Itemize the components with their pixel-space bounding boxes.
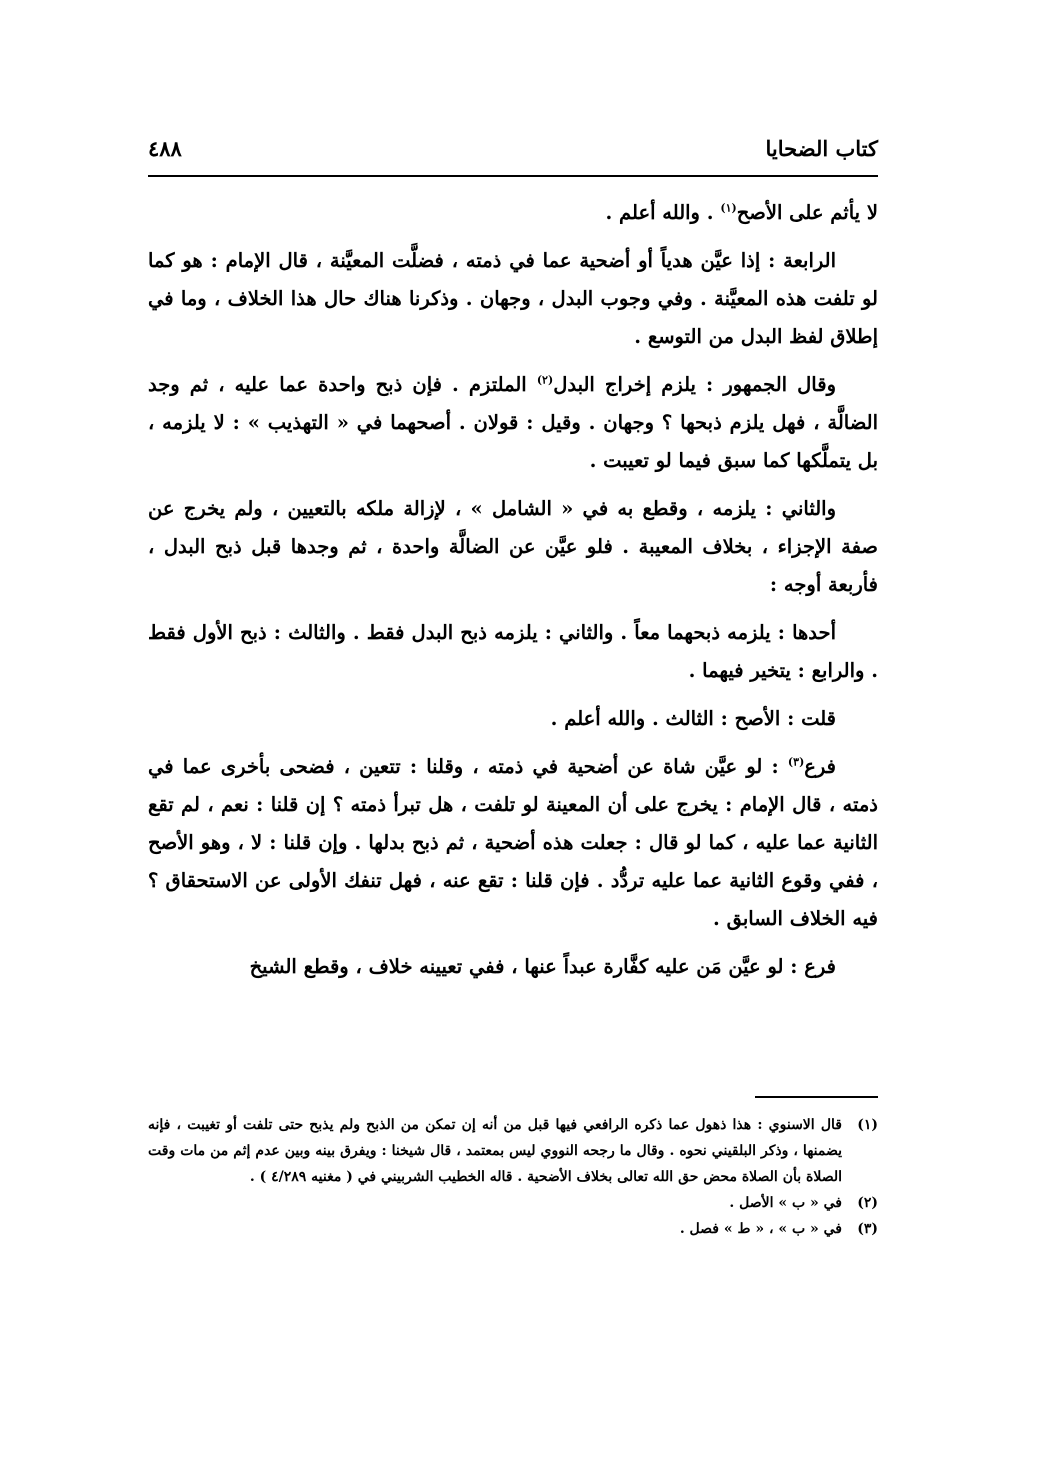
footnote-ref[interactable]: (٢) <box>536 373 554 387</box>
footnote-ref[interactable]: (٣) <box>787 755 805 769</box>
header-divider <box>148 175 878 177</box>
paragraph: وقال الجمهور : يلزم إخراج البدل$^{(٢)}$ الملتزم . فإن ذبح واحدة عما عليه ، ثم وجد الضالَّة ، فهل يلزم ذبحها ؟ وجهان . وقيل : قولان . أصحهما في « التهذيب » : لا يلزمه ، بل يتملَّكها كما سبق فيما لو تعيبت . <box>148 373 878 472</box>
footnotes <box>148 1112 878 1242</box>
page-number: ٤٨٨ <box>148 136 182 161</box>
footnote-number: (٣) <box>857 1221 878 1237</box>
paragraph: والثاني : يلزمه ، وقطع به في « الشامل » ، لإزالة ملكه بالتعيين ، ولم يخرج عن صفة الإجزاء ، بخلاف المعيبة . فلو عيَّن عن الضالَّة واحدة ، ثم وجدها قبل ذبح البدل ، فأربعة أوجه : <box>148 497 878 596</box>
footnote <box>148 1112 878 1190</box>
paragraph: أحدها : يلزمه ذبحهما معاً . والثاني : يلزمه ذبح البدل فقط . والثالث : ذبح الأول فقط . والرابع : يتخير فيهما . <box>148 621 878 682</box>
paragraph: الرابعة : إذا عيَّن هدياً أو أضحية عما في ذمته ، فضلَّت المعيَّنة ، قال الإمام : هو كما لو تلفت هذه المعيَّنة . وفي وجوب البدل ، وجهان . وذكرنا هناك حال هذا الخلاف ، وما في إطلاق لفظ البدل من التوسع . <box>148 249 878 348</box>
main-text <box>148 194 878 996</box>
footnote-text: في « ب » ، « ط » فصل . <box>679 1221 842 1237</box>
footnote-number: (٢) <box>857 1195 878 1211</box>
footnote-text: في « ب » الأصل . <box>729 1195 842 1211</box>
footnote-ref[interactable]: (١) <box>720 201 737 215</box>
footnote <box>148 1216 878 1242</box>
footnote-divider <box>755 1096 878 1098</box>
page-header <box>148 136 878 174</box>
paragraph: فرع : لو عيَّن مَن عليه كفَّارة عبداً عنها ، ففي تعيينه خلاف ، وقطع الشيخ <box>249 955 836 978</box>
running-title: كتاب الضحايا <box>765 136 878 161</box>
footnote-number: (١) <box>857 1117 878 1133</box>
footnote <box>148 1190 878 1216</box>
paragraph: فرع$^{(٣)}$ : لو عيَّن شاة عن أضحية في ذمته ، وقلنا : تتعين ، فضحى بأخرى عما في ذمته ، قال الإمام : يخرج على أن المعينة لو تلفت ، هل تبرأ ذمته ؟ إن قلنا : نعم ، لم تقع الثانية عما عليه ، كما لو قال : جعلت هذه أضحية ، ثم ذبح بدلها . وإن قلنا : لا ، وهو الأصح ، ففي وقوع الثانية عما عليه تردُّد . فإن قلنا : تقع عنه ، فهل تنفك الأولى عن الاستحقاق ؟ فيه الخلاف السابق . <box>148 755 878 930</box>
paragraph: قلت : الأصح : الثالث . والله أعلم . <box>550 707 836 730</box>
paragraph: لا يأثم على الأصح$^{(١)}$ . والله أعلم . <box>605 201 878 224</box>
footnote-text: قال الاسنوي : هذا ذهول عما ذكره الرافعي فيها قبل من أنه إن تمكن من الذبح ولم يذبح حتى تلفت أو تغيبت ، فإنه يضمنها ، وذكر البلقيني نحوه . وقال ما رجحه النووي ليس بمعتمد ، قال شيخنا : ويفرق بينه وبين عدم إثم من مات وقت الصلاة بأن الصلاة محض حق الله تعالى بخلاف الأضحية . قاله الخطيب الشربيني في ( مغنيه ٤/٢٨٩ ) . <box>148 1117 842 1185</box>
